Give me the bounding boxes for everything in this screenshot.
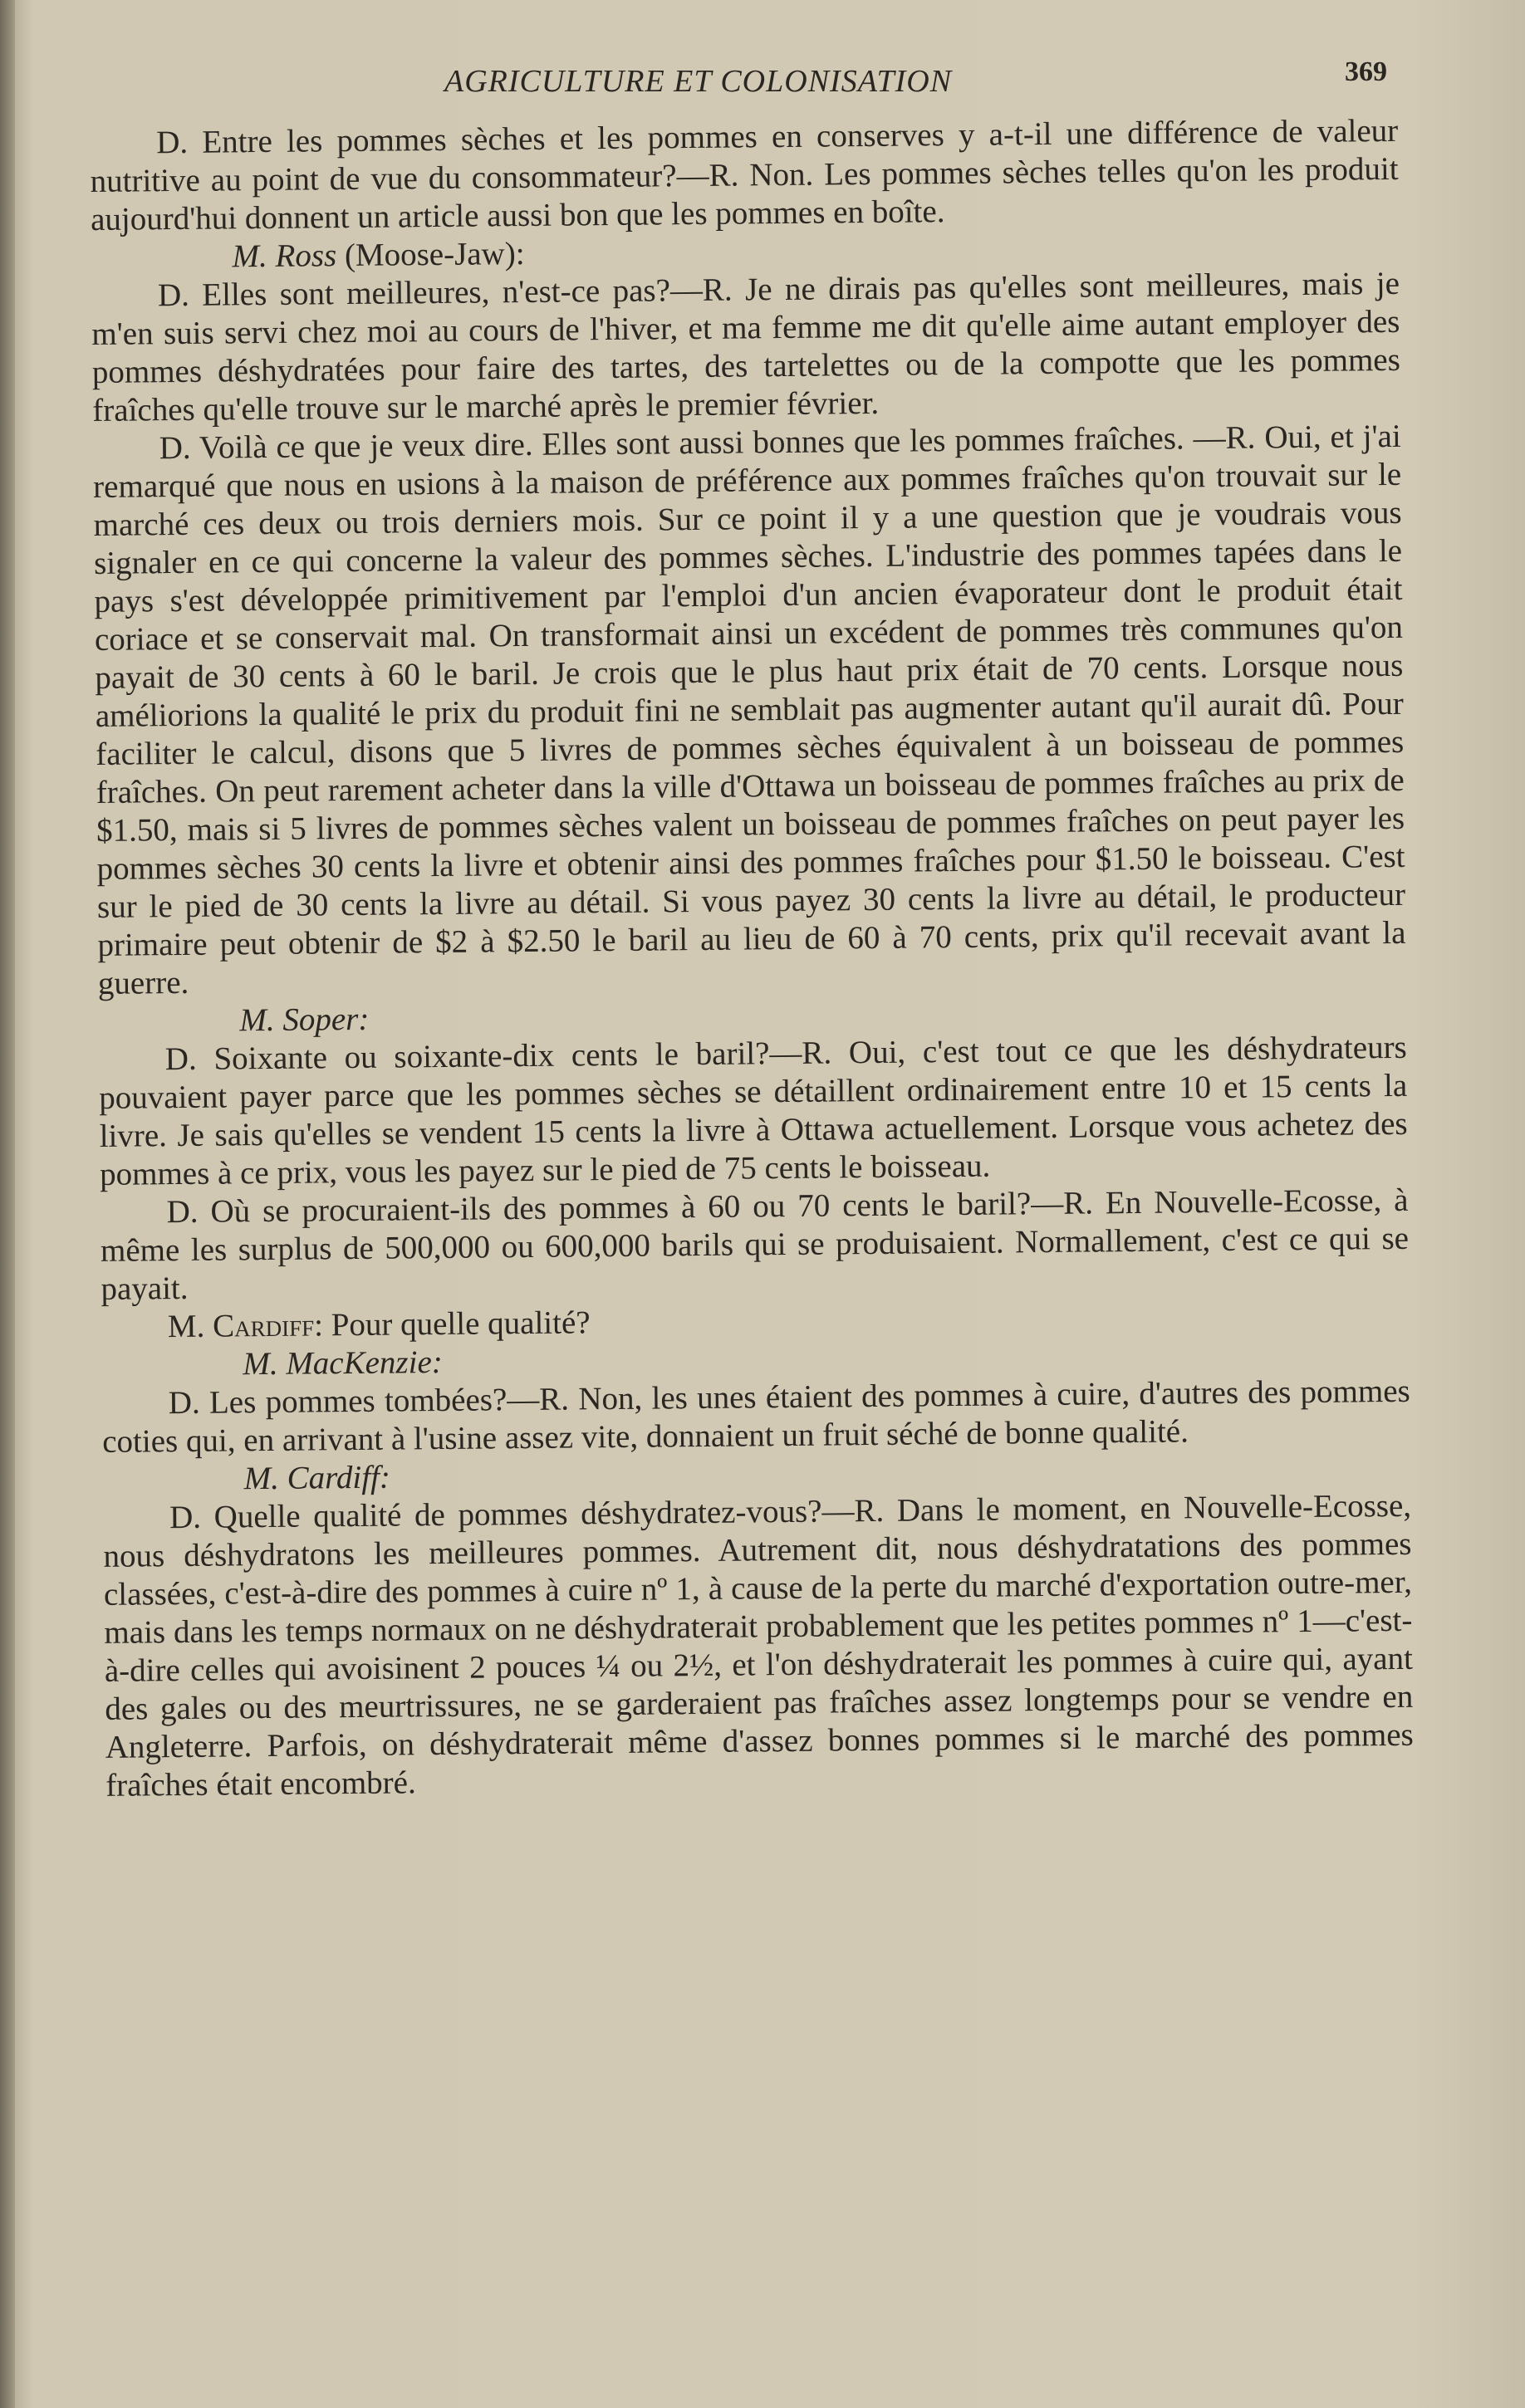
binding-edge [0,0,15,2408]
paragraph-5: D. Où se procuraient-ils des pommes à 60 ou 70 cents le baril?—R. En Nouvelle-Ecosse, à même les surplus de 500,000 ou 600,000 barils qui se produisaient. Normallement, c'est ce qui se payait. [100,1182,1410,1307]
paragraph-4: D. Soixante ou soixante-dix cents le baril?—R. Oui, c'est tout ce que les déshydrateurs pouvaient payer parce que les pommes sèches se détaillent ordinairement entre 10 et 15 cents la livre. Je sais qu'elles se vendent 15 cents la livre à Ottawa actuellement. Lorsque vous achetez des pommes à ce prix, vous les payez sur le pied de 75 cents le boisseau. [99,1029,1408,1192]
speaker-place: (Moose-Jaw): [344,235,525,274]
speaker-heading-soper: M. Soper: [239,1001,370,1039]
paragraph-8: D. Quelle qualité de pommes déshydratez-vous?—R. Dans le moment, en Nouvelle-Ecosse, nous déshydratons les meilleures pommes. Autrement dit, nous déshydratations des pommes classées, c'est-à-dire des pommes à cuire nº 1, à cause de la perte du marché d'exportation outre-mer, mais dans les temps normaux on ne déshydraterait probablement que les petites pommes nº 1—c'est-à-dire celles qui avoisinent 2 pouces ¼ ou 2½, et l'on déshydraterait les pommes à cuire qui, ayant des gales ou des meurtrissures, ne se garderaient pas fraîches assez longtemps pour se vendre en Angleterre. Parfois, on déshydraterait même d'assez bonnes pommes si le marché des pommes fraîches était encombré. [103,1487,1414,1804]
inline-speaker-text: : Pour quelle qualité? [313,1304,591,1343]
paragraph-3: D. Voilà ce que je veux dire. Elles sont aussi bonnes que les pommes fraîches. —R. Oui, et j'ai remarqué que nous en usions à la maison de préférence aux pommes fraîches qu'on trouvait sur le marché ces deux ou trois derniers mois. Sur ce point il y a une question que je voudrais vous signaler en ce qui concerne la valeur des pommes sèches. L'industrie des pommes tapées dans le pays s'est développée primitivement par l'emploi d'un ancien évaporateur dont le produit était coriace et se conservait mal. On transformait ainsi un excédent de pommes très communes qu'on payait de 30 cents à 60 le baril. Je crois que le plus haut prix était de 70 cents. Lorsque nous améliorions la qualité le prix du produit fini ne semblait pas augmenter autant qu'il aurait dû. Pour faciliter le calcul, disons que 5 livres de pommes sèches équivalent à un boisseau de pommes fraîches. On peut rarement acheter dans la ville d'Ottawa un boisseau de pommes fraîches au prix de $1.50, mais si 5 livres de pommes sèches valent un boisseau de pommes fraîches on peut payer les pommes sèches 30 cents la livre et obtenir ainsi des pommes fraîches pour $1.50 le boisseau. C'est sur le pied de 30 cents la livre au détail. Si vous payez 30 cents la livre au détail, le producteur primaire peut obtenir de $2 à $2.50 le baril au lieu de 60 à 70 cents, prix qu'il recevait avant la guerre. [92,418,1406,1001]
paragraph-7: D. Les pommes tombées?—R. Non, les unes étaient des pommes à cuire, d'autres des pommes coties qui, en arrivant à l'usine assez vite, donnaient un fruit séché de bonne qualité. [102,1373,1410,1460]
running-head: AGRICULTURE ET COLONISATION [444,64,953,99]
speaker-heading-cardiff: M. Cardiff: [243,1459,391,1497]
inline-speaker-name: M. Cardiff [167,1307,315,1345]
page-header [91,56,1387,106]
page-number: 369 [1345,56,1387,87]
speaker-heading-mackenzie: M. MacKenzie: [243,1343,443,1383]
paragraph-2: D. Elles sont meilleures, n'est-ce pas?—R. Je ne dirais pas qu'elles sont meilleures, mais je m'en suis servi chez moi au cours de l'hiver, et ma femme me dit qu'elle aime autant employer des pommes déshydratées pour faire des tartes, des tartelettes ou de la compotte que les pommes fraîches qu'elle trouve sur le marché après le premier février. [91,265,1400,428]
speaker-name: M. Ross [232,237,337,275]
paragraph-1: D. Entre les pommes sèches et les pommes en conserves y a-t-il une différence de valeur nutritive au point de vue du consommateur?—R. Non. Les pommes sèches telles qu'on les produit aujourd'hui donnent un article aussi bon que les pommes en boîte. [90,112,1399,237]
page-body [90,112,1414,1805]
